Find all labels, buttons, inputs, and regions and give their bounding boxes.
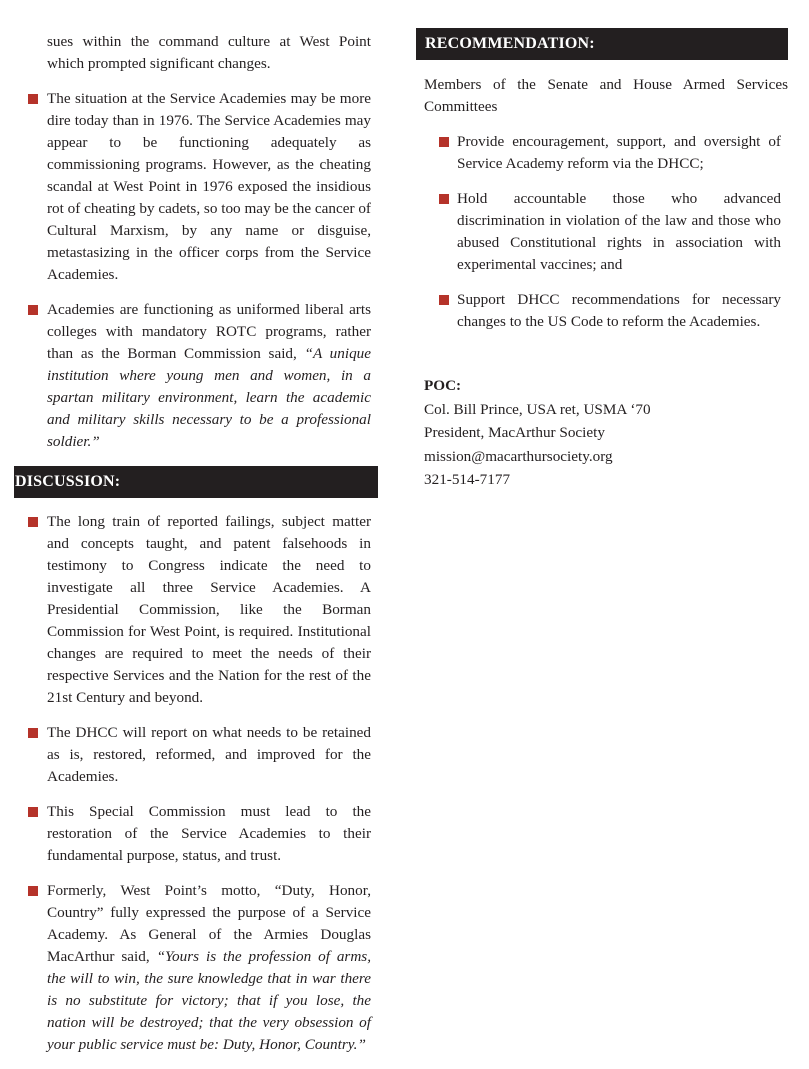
bullet-text: Support DHCC recommendations for necessary changes to the US Code to reform the Academies. — [457, 291, 781, 330]
discussion-bullet-list — [14, 511, 378, 1056]
poc-title: President, MacArthur Society — [424, 424, 605, 441]
poc-block — [416, 375, 788, 493]
bullet-text: The DHCC will report on what needs to be retained as is, restored, reformed, and improved for the Academies. — [47, 724, 371, 785]
discussion-heading: DISCUSSION: — [14, 466, 378, 498]
poc-phone: 321-514-7177 — [424, 471, 511, 488]
list-item — [416, 188, 788, 276]
list-item — [14, 88, 378, 286]
bullet-text: Hold accountable those who advanced discrimination in violation of the law and those who abused Constitutional rights in association with experimental vaccines; and — [457, 190, 781, 273]
recommendation-bullet-list — [416, 131, 788, 333]
right-column — [416, 28, 788, 493]
bullet-square-icon — [439, 137, 449, 147]
bullet-square-icon — [28, 728, 38, 738]
bullet-text: Formerly, West Point’s motto, “Duty, Honor, Country” fully expressed the purpose of a Service Academy. As General of the Armies Douglas MacArthur said, “Yours is the profession of arms, the will to win, the sure knowledge that in war there is no substitute for victory; that if you lose, the nation will be destroyed; that the very obsession of your public service must be: Duty, Honor, Country.” — [47, 882, 371, 1053]
list-item — [14, 722, 378, 788]
bullet-text: Academies are functioning as uniformed liberal arts colleges with mandatory ROTC programs, rather than as the Borman Commission said, “A unique institution where young men and women, in a spartan military environment, learn the academic and military skills necessary to be a professional soldier.” — [47, 301, 371, 450]
bullet-square-icon — [28, 807, 38, 817]
poc-email: mission@macarthursociety.org — [424, 447, 613, 465]
continuation-paragraph: sues within the command culture at West Point which prompted significant changes. — [47, 33, 371, 72]
left-column — [14, 0, 378, 1069]
bullet-square-icon — [28, 305, 38, 315]
list-item — [14, 299, 378, 453]
borman-quote: “A unique institution where young men and women, in a spartan military environment, learn the academic and military skills necessary to be a professional soldier.” — [47, 345, 371, 450]
list-item — [14, 880, 378, 1056]
list-item — [416, 289, 788, 333]
bullet-text: The situation at the Service Academies may be more dire today than in 1976. The Service Academies may appear to be functioning adequately as commissioning programs. However, as the cheating scandal at West Point in 1976 exposed the insidious rot of cheating by cadets, so too may be the cancer of Cultural Marxism, by any name or disguise, metastasizing in the officer corps from the Service Academies. — [47, 90, 371, 283]
bullet-square-icon — [28, 886, 38, 896]
list-item — [14, 801, 378, 867]
bullet-text: This Special Commission must lead to the restoration of the Service Academies to their fundamental purpose, status, and trust. — [47, 803, 371, 864]
recommendation-heading: RECOMMENDATION: — [416, 28, 788, 60]
bullet-square-icon — [28, 94, 38, 104]
list-item — [416, 131, 788, 175]
top-bullet-list — [14, 88, 378, 453]
macarthur-quote: “Yours is the profession of arms, the will to win, the sure knowledge that in war there is no substitute for victory; that if you lose, the nation will be destroyed; that the very obsession of your public service must be: Duty, Honor, Country.” — [47, 948, 371, 1053]
bullet-square-icon — [439, 295, 449, 305]
bullet-square-icon — [28, 517, 38, 527]
bullet-square-icon — [439, 194, 449, 204]
bullet-text: Provide encouragement, support, and oversight of Service Academy reform via the DHCC; — [457, 133, 781, 172]
list-item — [14, 511, 378, 709]
bullet-text: The long train of reported failings, subject matter and concepts taught, and patent falsehoods in testimony to Congress indicate the need to investigate all three Service Academies. A Presidential Commission, like the Borman Commission for West Point, is required. Institutional changes are required to meet the needs of their respective Services and the Nation for the rest of the 21st Century and beyond. — [47, 513, 371, 706]
poc-name: Col. Bill Prince, USA ret, USMA ‘70 — [424, 400, 651, 418]
poc-heading: POC: — [424, 377, 462, 394]
recommendation-intro: Members of the Senate and House Armed Services Committees — [424, 76, 788, 115]
